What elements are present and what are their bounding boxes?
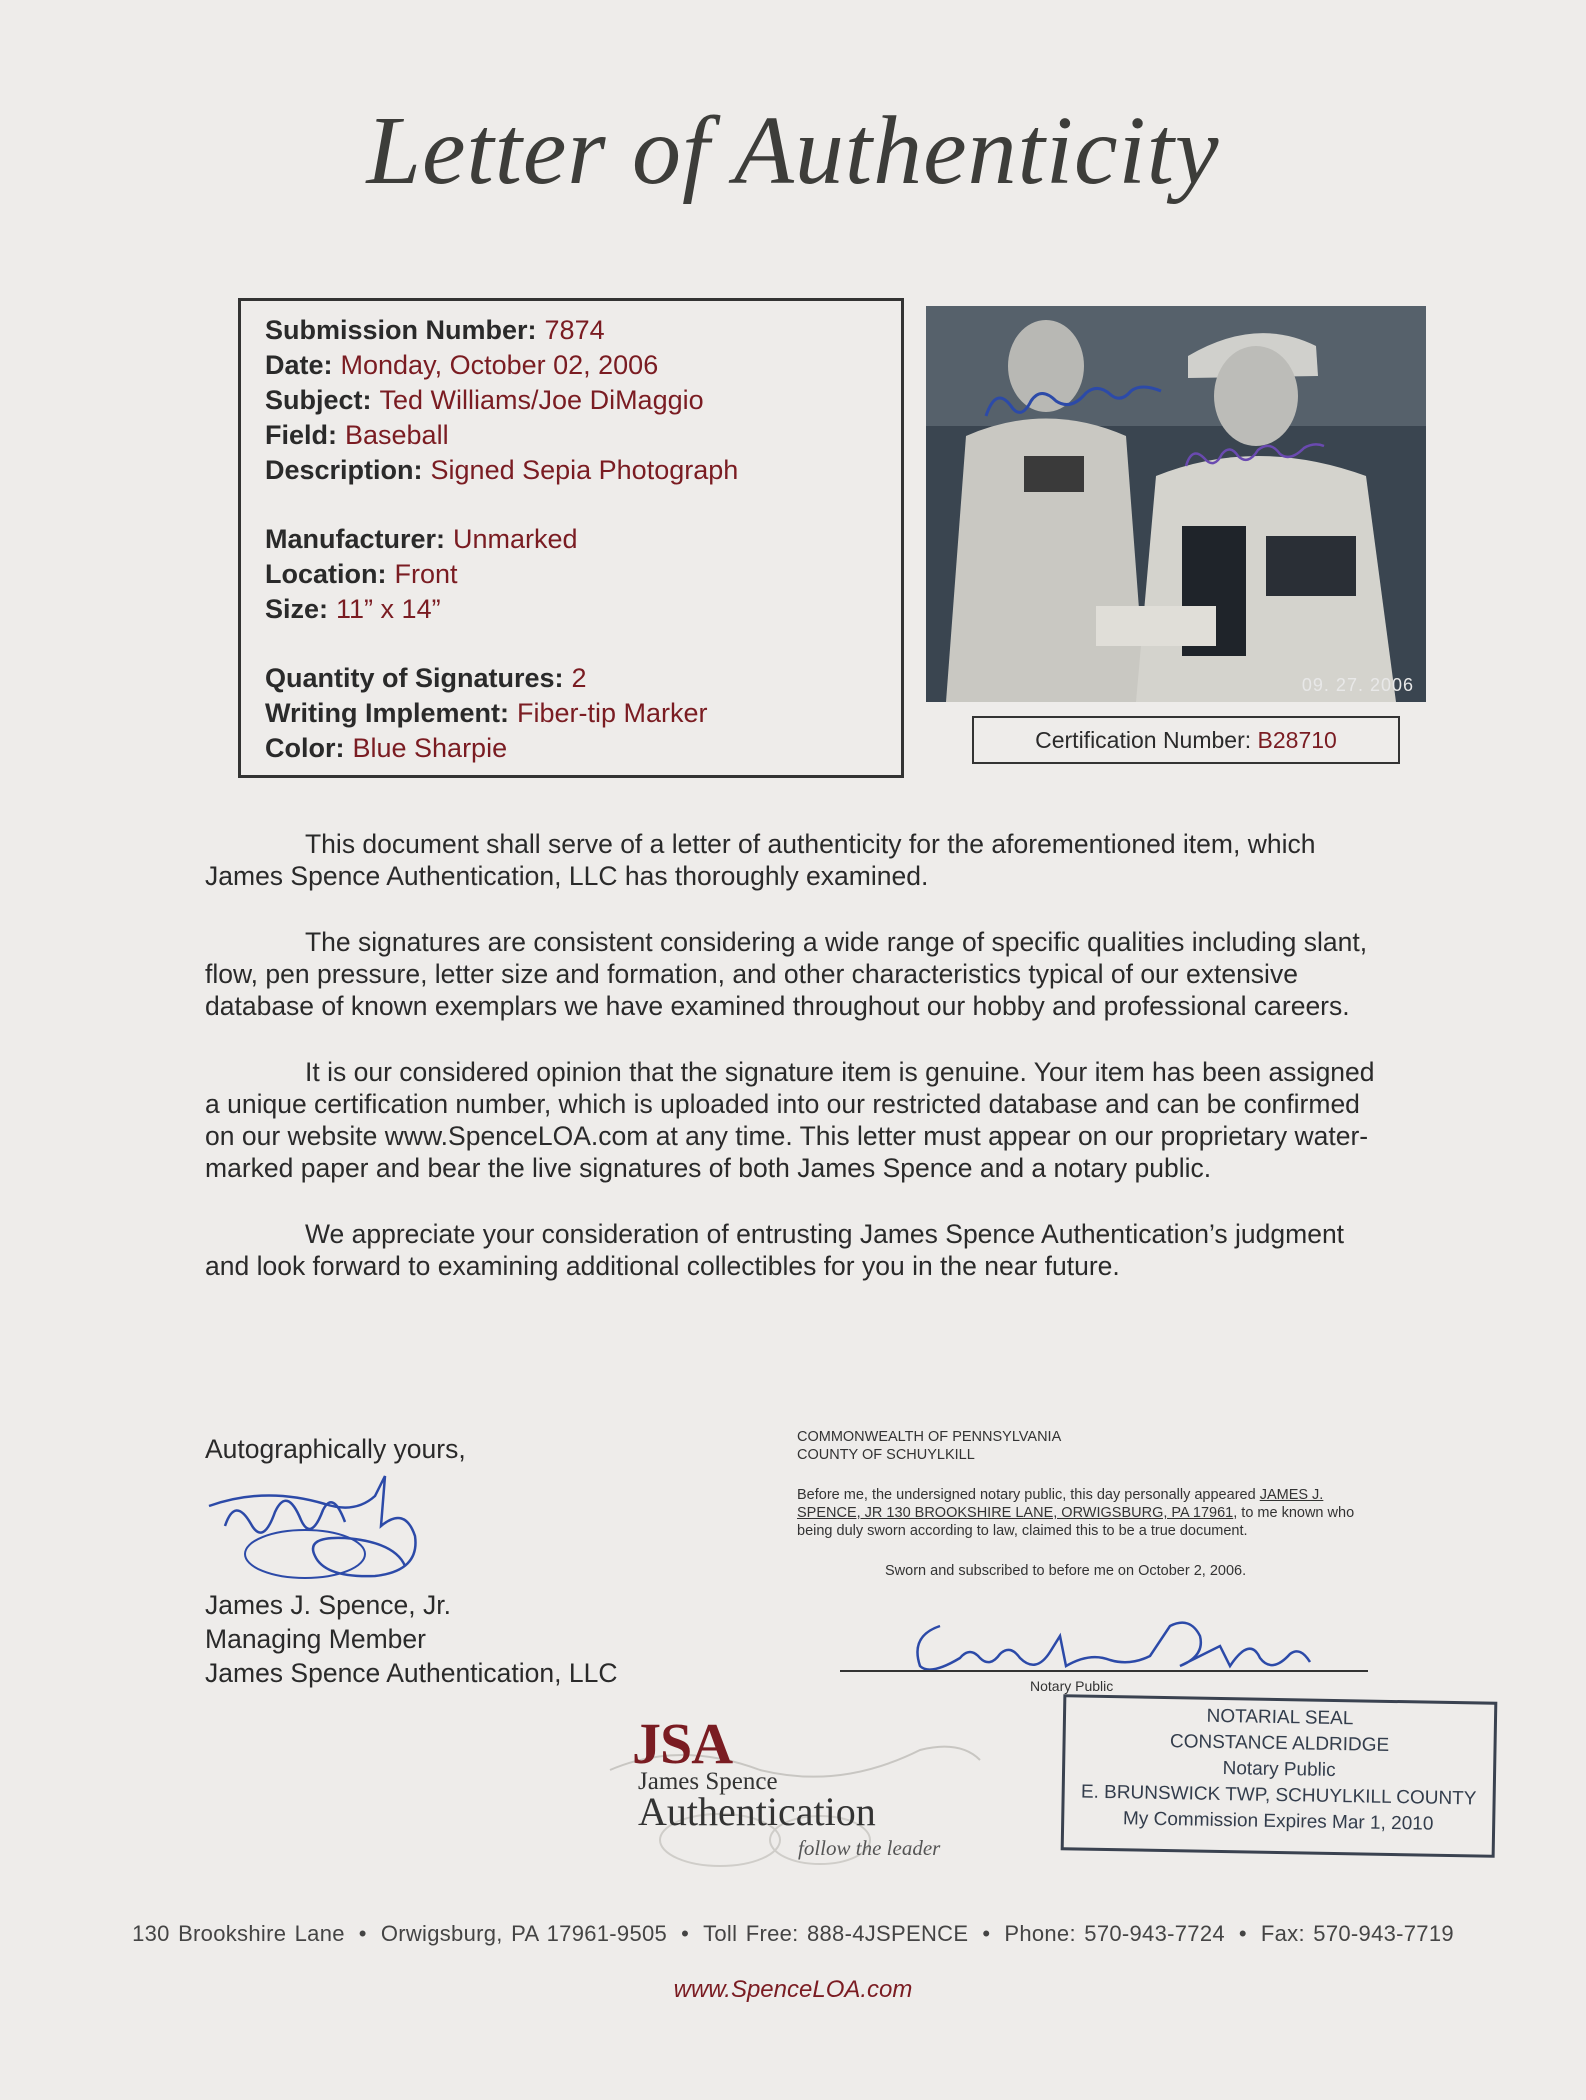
notary-statement-suffix: , to me known who being duly sworn according to law, claimed this to be a true document. [797, 1505, 1355, 1539]
signer-company: James Spence Authentication, LLC [205, 1658, 618, 1688]
info-label: Date: [265, 350, 333, 380]
logo-word: Authentication [638, 1789, 876, 1834]
notary-county: COUNTY OF SCHUYLKILL [797, 1447, 975, 1463]
info-label: Color: [265, 733, 345, 763]
seal-line: NOTARIAL SEAL [1206, 1705, 1354, 1730]
closing-salutation: Autographically yours, [205, 1434, 466, 1464]
logo-tagline: follow the leader [798, 1836, 941, 1860]
info-field-row [265, 418, 877, 453]
info-label: Size: [265, 594, 329, 624]
info-implement-row [265, 696, 877, 731]
footer-separator: • [681, 1921, 690, 1946]
notary-jurisdiction: COMMONWEALTH OF PENNSYLVANIA [797, 1429, 1062, 1445]
certification-number: B28710 [1257, 727, 1337, 753]
spence-signature [205, 1466, 465, 1586]
info-label: Subject: [265, 385, 372, 415]
info-description-row [265, 453, 877, 488]
letter-body [205, 828, 1375, 1316]
logo-mark: JSA [632, 1711, 733, 1776]
seal-line: Notary Public [1222, 1758, 1336, 1781]
notarial-seal-stamp [1061, 1694, 1498, 1858]
info-date-row [265, 348, 877, 383]
signer-role: Managing Member [205, 1624, 426, 1654]
info-label: Location: [265, 559, 387, 589]
field-value: Baseball [345, 420, 449, 450]
certification-label: Certification Number: [1035, 727, 1252, 753]
notary-signature [900, 1596, 1340, 1686]
body-paragraph-3: It is our considered opinion that the signature item is genuine. Your item has been assigned a unique certification number, which is uploaded into our restricted database and can be confirmed on our website www.SpenceLOA.com at any time. This letter must appear on our proprietary water-marked paper and bear the live signatures of both James Spence and a notary public. [205, 1057, 1375, 1183]
body-paragraph-2: The signatures are consistent considering a wide range of specific qualities including slant, flow, pen pressure, letter size and formation, and other characteristics typical of our extensive database of known exemplars we have examined throughout our hobby and professional careers. [205, 927, 1368, 1021]
body-paragraph-1: This document shall serve of a letter of authenticity for the aforementioned item, which James Spence Authentication, LLC has thoroughly examined. [205, 829, 1316, 891]
seal-line: My Commission Expires Mar 1, 2010 [1122, 1808, 1434, 1835]
color-value: Blue Sharpie [352, 733, 508, 763]
info-label: Quantity of Signatures: [265, 663, 564, 693]
page-title: Letter of Authenticity [366, 97, 1220, 205]
jsa-logo [580, 1710, 1040, 1870]
info-submission-row [265, 313, 877, 348]
manufacturer-value: Unmarked [453, 524, 578, 554]
logo-name: James Spence [638, 1768, 778, 1795]
quantity-value: 2 [571, 663, 587, 693]
info-color-row [265, 731, 877, 766]
notary-signature-line [840, 1670, 1368, 1672]
footer-fax: Fax: 570-943-7719 [1260, 1921, 1454, 1946]
signature-area [205, 1466, 725, 1588]
footer-address: 130 Brookshire Lane [132, 1921, 345, 1946]
submission-info-box [238, 298, 904, 778]
info-subject-row [265, 383, 877, 418]
notary-statement-prefix: Before me, the undersigned notary public, this day personally appeared [797, 1487, 1260, 1503]
info-label: Manufacturer: [265, 524, 446, 554]
seal-line: E. BRUNSWICK TWP, SCHUYLKILL COUNTY [1080, 1781, 1477, 1810]
photo-date-stamp: 09. 27. 2006 [1301, 675, 1414, 695]
seal-line: CONSTANCE ALDRIDGE [1169, 1731, 1390, 1756]
footer-contact [0, 1921, 1586, 1947]
date-value: Monday, October 02, 2006 [340, 350, 659, 380]
signer-name: James J. Spence, Jr. [205, 1590, 451, 1620]
subject-value: Ted Williams/Joe DiMaggio [379, 385, 704, 415]
notary-person: JAMES J. SPENCE, JR 130 BROOKSHIRE LANE, ORWIGSBURG, PA 17961 [797, 1487, 1324, 1521]
info-label: Description: [265, 455, 423, 485]
footer-phone: Phone: 570-943-7724 [1004, 1921, 1225, 1946]
certification-number-box [972, 716, 1400, 764]
implement-value: Fiber-tip Marker [517, 698, 708, 728]
footer-separator: • [358, 1921, 367, 1946]
size-value: 11” x 14” [336, 594, 441, 624]
notary-sworn-date: Sworn and subscribed to before me on October 2, 2006. [885, 1563, 1247, 1579]
footer-city: Orwigsburg, PA 17961-9505 [380, 1921, 668, 1946]
photograph-illustration [926, 306, 1426, 702]
notary-block [797, 1428, 1357, 1580]
info-label: Writing Implement: [265, 698, 510, 728]
location-value: Front [394, 559, 458, 589]
info-label: Field: [265, 420, 337, 450]
info-label: Submission Number: [265, 315, 537, 345]
info-quantity-row [265, 661, 877, 696]
closing-block [205, 1432, 725, 1690]
footer-tollfree: Toll Free: 888-4JSPENCE [703, 1921, 969, 1946]
footer-separator: • [1238, 1921, 1247, 1946]
signed-photograph [926, 306, 1426, 702]
info-manufacturer-row [265, 522, 877, 557]
info-size-row [265, 592, 877, 627]
footer-separator: • [982, 1921, 991, 1946]
notary-statement [797, 1486, 1357, 1540]
body-paragraph-4: We appreciate your consideration of entrusting James Spence Authentication’s judgment and look forward to examining additional collectibles for you in the near future. [205, 1219, 1345, 1281]
footer-website-link[interactable]: www.SpenceLOA.com [673, 1976, 913, 2003]
submission-number: 7874 [544, 315, 605, 345]
info-location-row [265, 557, 877, 592]
notary-public-label: Notary Public [1030, 1678, 1114, 1694]
description-value: Signed Sepia Photograph [430, 455, 739, 485]
